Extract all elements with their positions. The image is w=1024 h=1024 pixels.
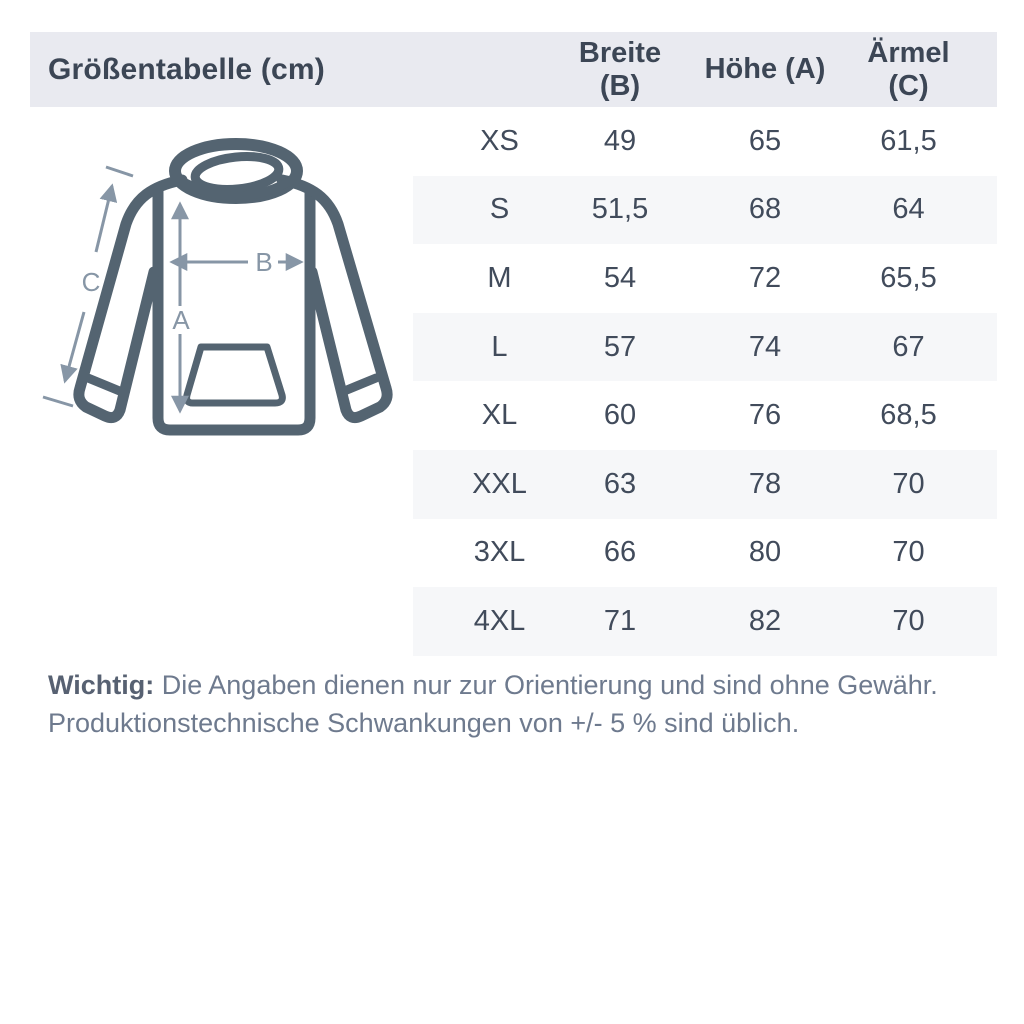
aermel-cell: 61,5 <box>880 124 937 157</box>
table-row <box>413 313 997 382</box>
hoehe-cell: 76 <box>748 399 782 432</box>
breite-cell: 51,5 <box>591 193 649 226</box>
size-cell: XS <box>480 124 519 157</box>
table-row <box>413 519 997 588</box>
aermel-cell: 67 <box>892 330 925 363</box>
measure-label-b: B <box>255 247 273 277</box>
breite-cell: 54 <box>603 261 637 294</box>
measure-label-a: A <box>172 305 190 335</box>
size-cell: 3XL <box>473 536 526 569</box>
hoehe-cell: 72 <box>748 261 782 294</box>
table-row <box>413 587 997 656</box>
aermel-cell: 70 <box>892 536 925 569</box>
size-cell: 4XL <box>473 604 526 637</box>
page-title: Größentabelle (cm) <box>48 52 325 86</box>
size-table-rows <box>413 107 997 656</box>
aermel-cell: 64 <box>892 193 925 226</box>
size-cell: M <box>487 261 512 294</box>
hoodie-outline-icon <box>79 144 387 430</box>
disclaimer-label: Wichtig: <box>48 670 155 700</box>
breite-cell: 57 <box>603 330 637 363</box>
measure-tick-top <box>106 167 133 176</box>
breite-cell: 71 <box>603 604 637 637</box>
table-row <box>413 244 997 313</box>
aermel-cell: 65,5 <box>880 261 937 294</box>
measure-tick-bottom <box>43 397 73 406</box>
aermel-cell: 70 <box>892 467 925 500</box>
hoodie-measurement-diagram <box>40 120 420 460</box>
table-row <box>413 450 997 519</box>
breite-cell: 63 <box>603 467 637 500</box>
measure-label-c: C <box>81 267 101 297</box>
column-header-breite: Breite (B) <box>578 36 662 102</box>
column-header-aermel: Ärmel (C) <box>867 36 950 102</box>
hoehe-cell: 82 <box>748 604 782 637</box>
table-row <box>413 176 997 245</box>
measure-arrow-c <box>96 186 112 252</box>
disclaimer-line-1: Wichtig: Die Angaben dienen nur zur Orientierung und sind ohne Gewähr. <box>48 670 938 700</box>
column-header-hoehe: Höhe (A) <box>704 53 826 85</box>
size-cell: S <box>489 193 510 226</box>
breite-cell: 49 <box>603 124 637 157</box>
column-headers <box>413 32 997 107</box>
size-cell: XXL <box>472 467 527 500</box>
hoehe-cell: 78 <box>748 467 782 500</box>
aermel-cell: 68,5 <box>880 399 937 432</box>
size-cell: L <box>491 330 508 363</box>
hoehe-cell: 65 <box>748 124 782 157</box>
disclaimer-line-2: Produktionstechnische Schwankungen von +/- 5 % sind üblich. <box>48 708 800 738</box>
breite-cell: 66 <box>603 536 637 569</box>
hoehe-cell: 68 <box>748 193 782 226</box>
breite-cell: 60 <box>603 399 637 432</box>
size-cell: XL <box>481 399 518 432</box>
hoehe-cell: 80 <box>748 536 782 569</box>
table-row <box>413 381 997 450</box>
disclaimer-note <box>48 666 978 742</box>
table-row <box>413 107 997 176</box>
aermel-cell: 70 <box>892 604 925 637</box>
table-header-band <box>30 32 997 107</box>
hoehe-cell: 74 <box>748 330 782 363</box>
